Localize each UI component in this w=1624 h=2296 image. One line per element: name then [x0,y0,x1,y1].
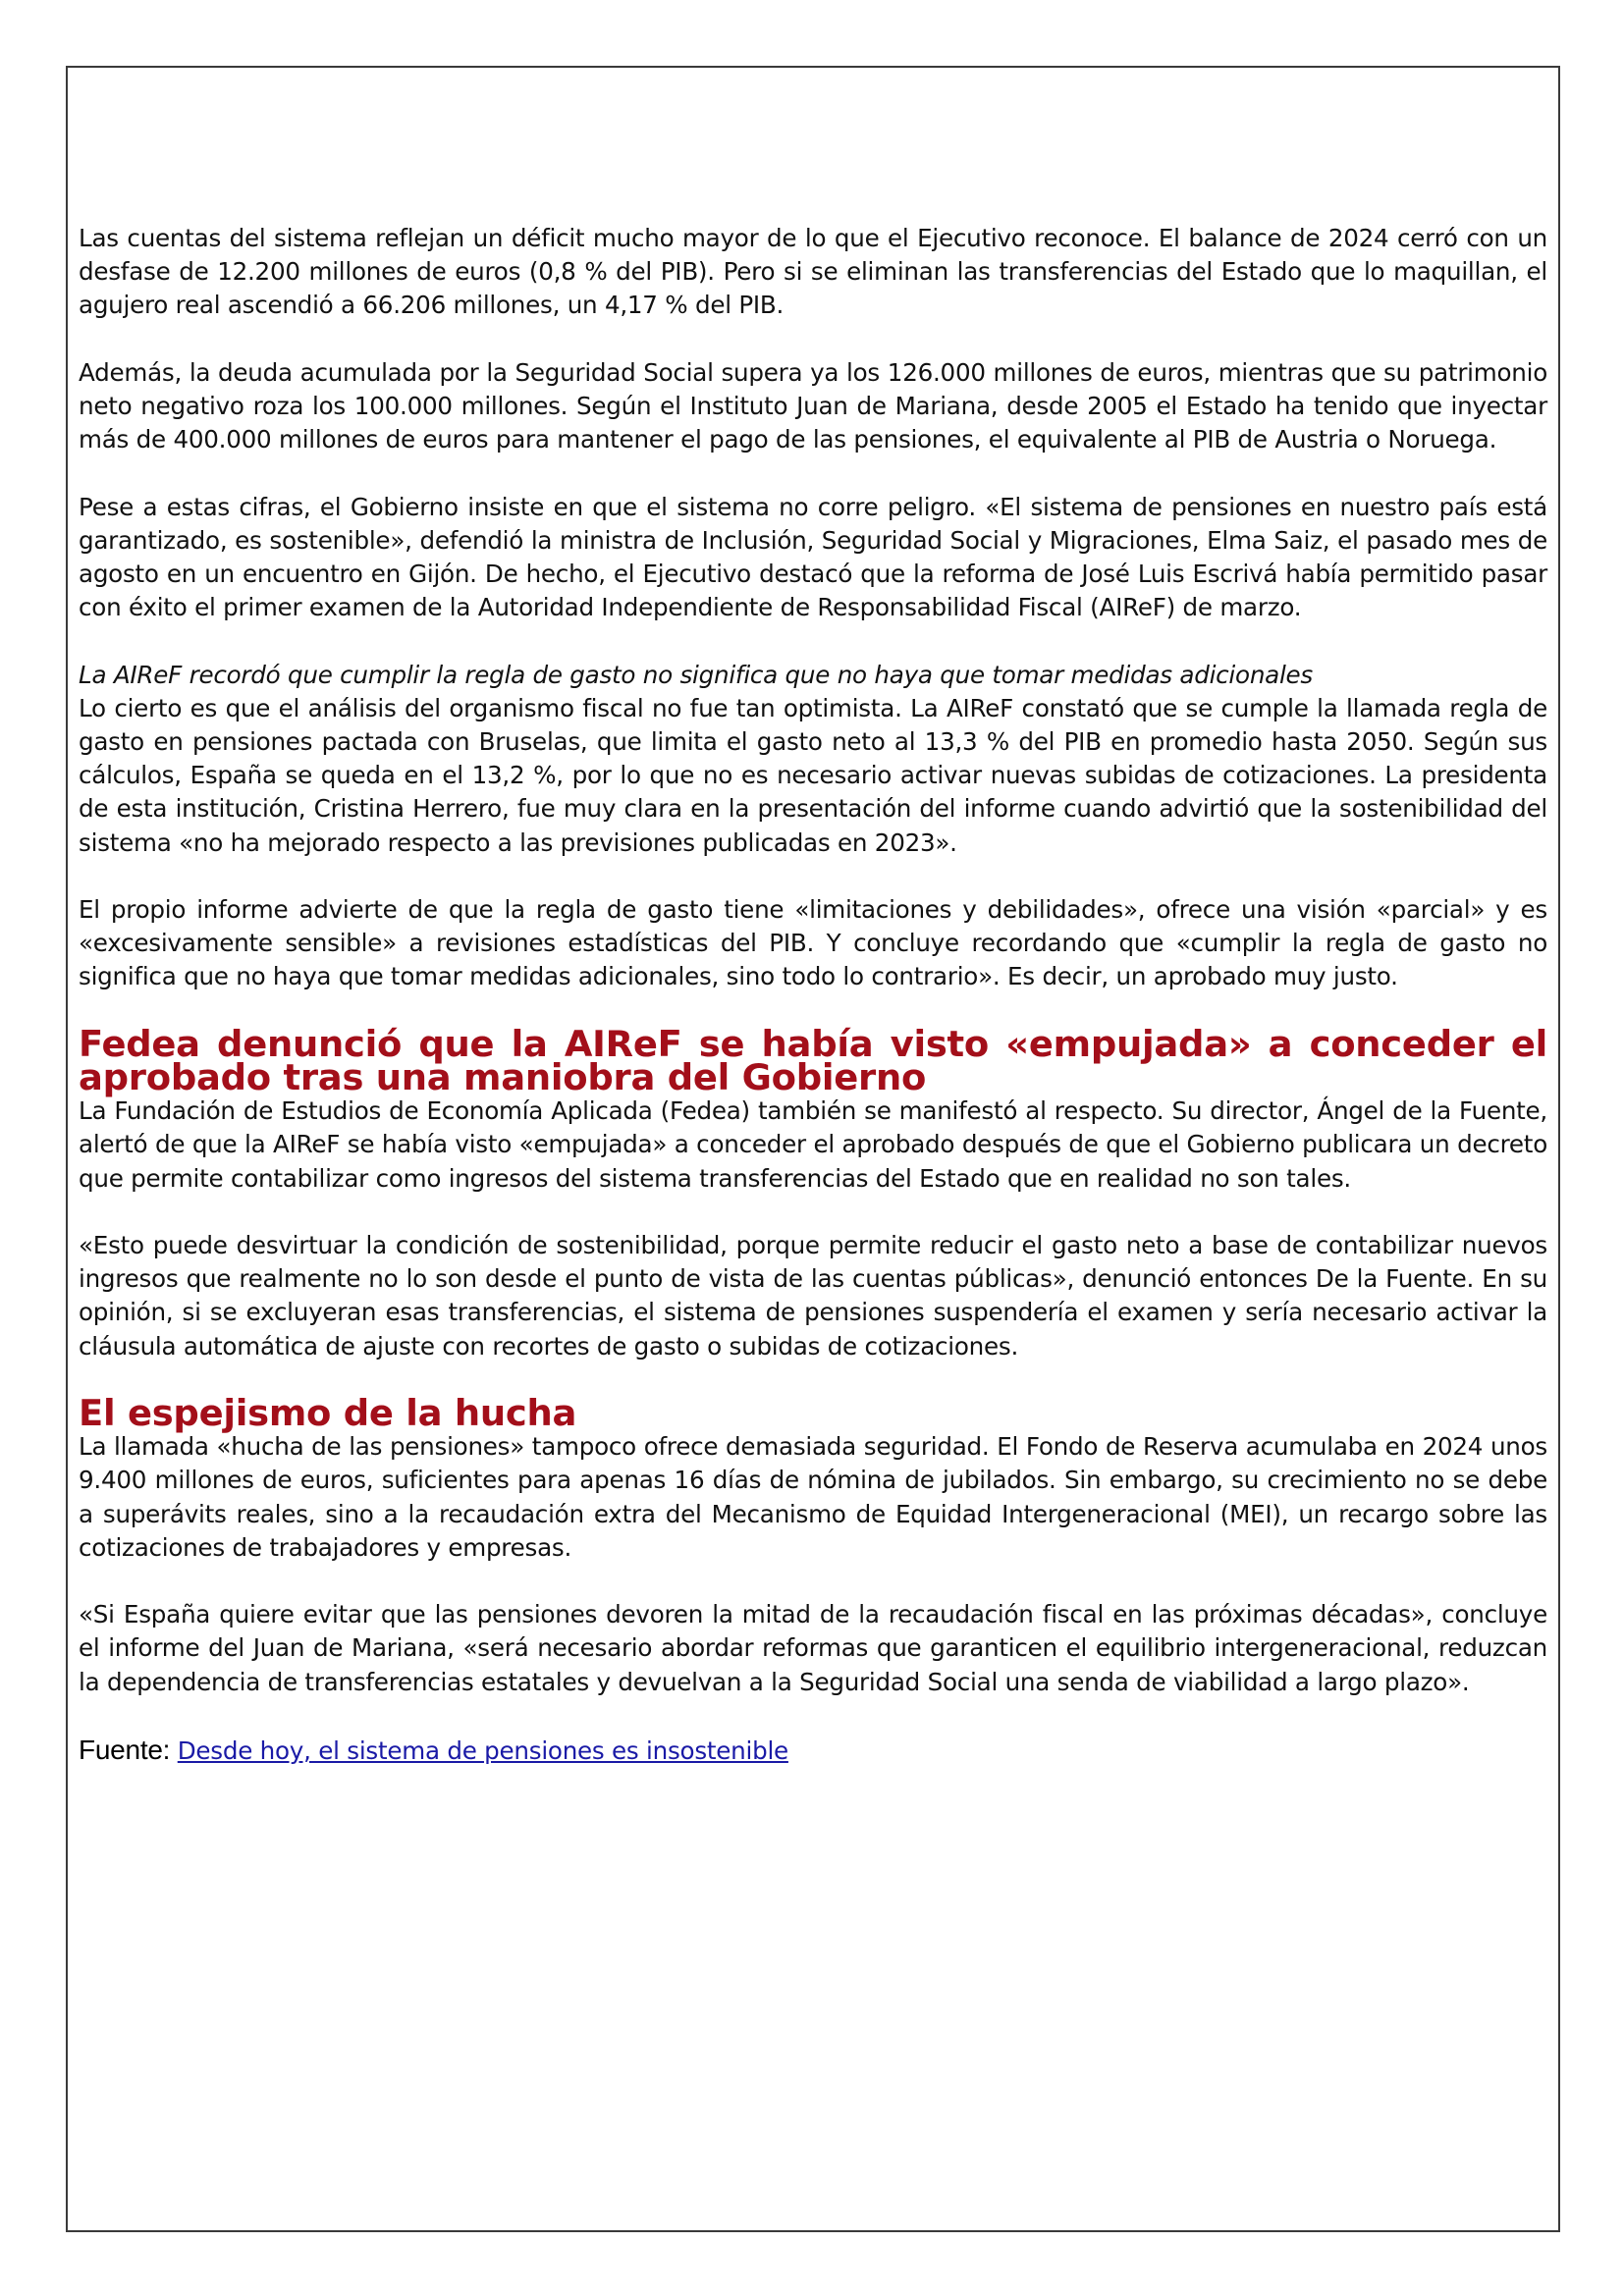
pull-quote: La AIReF recordó que cumplir la regla de gasto no significa que no haya que tomar medidas adicionales [79,660,1313,689]
source-label: Fuente: [79,1735,171,1765]
paragraph: Además, la deuda acumulada por la Seguridad Social supera ya los 126.000 millones de euros, mientras que su patrimonio neto negativo roza los 100.000 millones. Según el Instituto Juan de Mariana, desde 2005 el Estado ha tenido que inyectar más de 400.000 millones de euros para mantener el pago de las pensiones, el equivalente al PIB de Austria o Noruega. [79,357,1547,454]
paragraph: «Si España quiere evitar que las pensiones devoren la mitad de la recaudación fiscal en las próximas décadas», concluye el informe del Juan de Mariana, «será necesario abordar reformas que garanticen el equilibrio intergeneracional, reduzcan la dependencia de transferencias estatales y devuelvan a la Seguridad Social una senda de viabilidad a largo plazo». [79,1600,1547,1696]
paragraph: La Fundación de Estudios de Economía Aplicada (Fedea) también se manifestó al respecto. Su director, Ángel de la Fuente, alertó de que la AIReF se había visto «empujada» a conceder el aprobado después de que el Gobierno publicara un decreto que permite contabilizar como ingresos del sistema transferencias del Estado que en realidad no son tales. [79,1096,1547,1193]
paragraph: Las cuentas del sistema reflejan un déficit mucho mayor de lo que el Ejecutivo reconoce. El balance de 2024 cerró con un desfase de 12.200 millones de euros (0,8 % del PIB). Pero si se eliminan las transferencias del Estado que lo maquillan, el agujero real ascendió a 66.206 millones, un 4,17 % del PIB. [79,224,1547,320]
article-body [79,222,1547,1769]
paragraph: Pese a estas cifras, el Gobierno insiste en que el sistema no corre peligro. «El sistema de pensiones en nuestro país está garantizado, es sostenible», defendió la ministra de Inclusión, Seguridad Social y Migraciones, Elma Saiz, el pasado mes de agosto en un encuentro en Gijón. De hecho, el Ejecutivo destacó que la reforma de José Luis Escrivá había permitido pasar con éxito el primer examen de la Autoridad Independiente de Responsabilidad Fiscal (AIReF) de marzo. [79,492,1547,622]
section-heading: Fedea denunció que la AIReF se había visto «empujada» a conceder el aprobado tras una maniobra del Gobierno [79,1022,1547,1098]
source-link[interactable]: Desde hoy, el sistema de pensiones es insostenible [177,1736,788,1765]
paragraph: Lo cierto es que el análisis del organismo fiscal no fue tan optimista. La AIReF constató que se cumple la llamada regla de gasto en pensiones pactada con Bruselas, que limita el gasto neto al 13,3 % del PIB en promedio hasta 2050. Según sus cálculos, España se queda en el 13,2 %, por lo que no es necesario activar nuevas subidas de cotizaciones. La presidenta de esta institución, Cristina Herrero, fue muy clara en la presentación del informe cuando advirtió que la sostenibilidad del sistema «no ha mejorado respecto a las previsiones publicadas en 2023». [79,693,1547,857]
source-line [79,1733,1547,1769]
section-heading: El espejismo de la hucha [79,1392,577,1434]
paragraph: El propio informe advierte de que la regla de gasto tiene «limitaciones y debilidades», ofrece una visión «parcial» y es «excesivamente sensible» a revisiones estadísticas del PIB. Y concluye recordando que «cumplir la regla de gasto no significa que no haya que tomar medidas adicionales, sino todo lo contrario». Es decir, un aprobado muy justo. [79,895,1547,991]
paragraph: La llamada «hucha de las pensiones» tampoco ofrece demasiada seguridad. El Fondo de Reserva acumulaba en 2024 unos 9.400 millones de euros, suficientes para apenas 16 días de nómina de jubilados. Sin embargo, su crecimiento no se debe a superávits reales, sino a la recaudación extra del Mecanismo de Equidad Intergeneracional (MEI), un recargo sobre las cotizaciones de trabajadores y empresas. [79,1432,1547,1562]
paragraph: «Esto puede desvirtuar la condición de sostenibilidad, porque permite reducir el gasto neto a base de contabilizar nuevos ingresos que realmente no lo son desde el punto de vista de las cuentas públicas», denunció entonces De la Fuente. En su opinión, si se excluyeran esas transferencias, el sistema de pensiones suspendería el examen y sería necesario activar la cláusula automática de ajuste con recortes de gasto o subidas de cotizaciones. [79,1231,1547,1361]
